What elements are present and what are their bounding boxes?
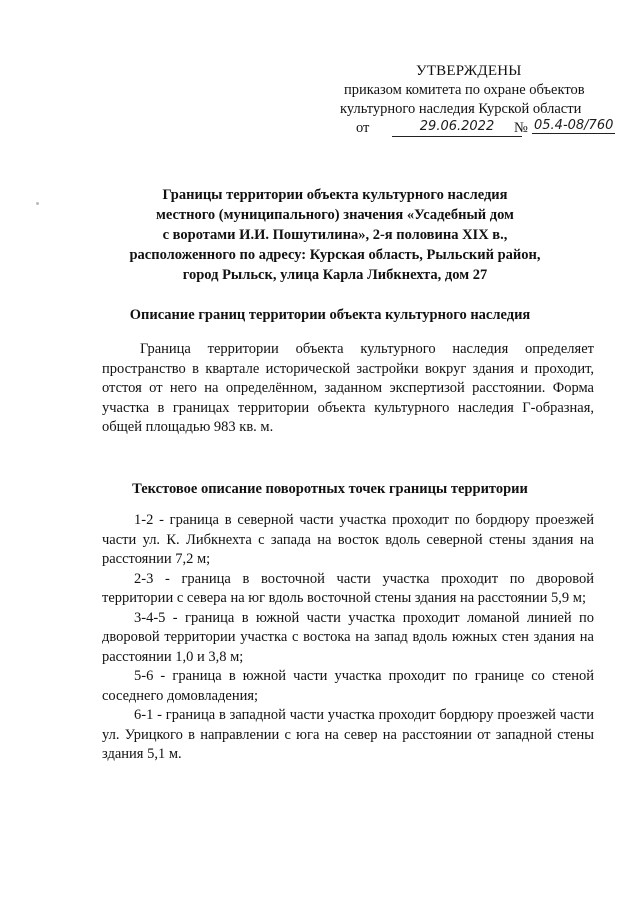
title-line: местного (муниципального) значения «Усадебный дом — [156, 207, 514, 223]
approval-date-line — [356, 118, 614, 138]
paragraph-text: Граница территории объекта культурного наследия определяет пространство в квартале исторической застройки вокруг здания и проходит, отстоя от него на определённом, заданном экспертизой расстоянии. Форма участка в границах территории объекта культурного наследия Г-образная, общей площадью 983 кв. м. — [102, 341, 594, 435]
document-title — [100, 185, 570, 285]
handwritten-order-number — [532, 116, 632, 135]
date-prefix: от — [356, 120, 370, 136]
list-item — [102, 667, 594, 706]
list-item — [102, 609, 594, 668]
title-line: Границы территории объекта культурного наследия — [162, 187, 508, 203]
approval-heading: УТВЕРЖДЕНЫ — [416, 63, 522, 79]
approval-line-2: культурного наследия Курской области — [340, 101, 582, 117]
title-line: расположенного по адресу: Курская область, Рыльский район, — [129, 247, 541, 263]
order-number-value: 05.4-08/760 — [534, 118, 614, 133]
list-item — [102, 511, 594, 570]
list-item-text: 2-3 - граница в восточной части участка проходит по дворовой территории с севера на юг вдоль восточной стены здания на расстоянии 5,9 м; — [102, 570, 594, 606]
handwritten-date: 29.06.2022 — [392, 117, 522, 137]
section-heading-boundaries: Описание границ территории объекта культурного наследия — [129, 307, 531, 323]
list-item-text: 6-1 - граница в западной части участка проходит бордюру проезжей части ул. Урицкого в направлении с юга на север на расстоянии от западной стены здания 5,1 м. — [102, 707, 594, 762]
turning-points-list — [102, 511, 594, 765]
scan-speck — [36, 202, 39, 205]
approval-line-1: приказом комитета по охране объектов — [344, 82, 585, 98]
title-line: с воротами И.И. Пошутилина», 2-я половина XIX в., — [162, 227, 508, 243]
list-item-text: 1-2 - граница в северной части участка проходит по бордюру проезжей части ул. К. Либкнехта с запада на восток вдоль северной стены здания на расстоянии 7,2 м; — [102, 512, 594, 567]
list-item — [102, 570, 594, 609]
list-item — [102, 706, 594, 765]
list-item-text: 5-6 - граница в южной части участка проходит по границе со стеной соседнего домовладения; — [102, 668, 594, 704]
boundary-description-paragraph — [102, 340, 594, 438]
section-heading-turning-points: Текстовое описание поворотных точек границы территории — [132, 481, 528, 497]
number-sign: № — [514, 120, 528, 136]
title-line: город Рыльск, улица Карла Либкнехта, дом 27 — [182, 267, 488, 283]
list-item-text: 3-4-5 - граница в южной части участка проходит ломаной линией по дворовой территории участка с востока на запад вдоль южных стен здания на расстоянии 1,0 и 3,8 м; — [102, 609, 594, 665]
